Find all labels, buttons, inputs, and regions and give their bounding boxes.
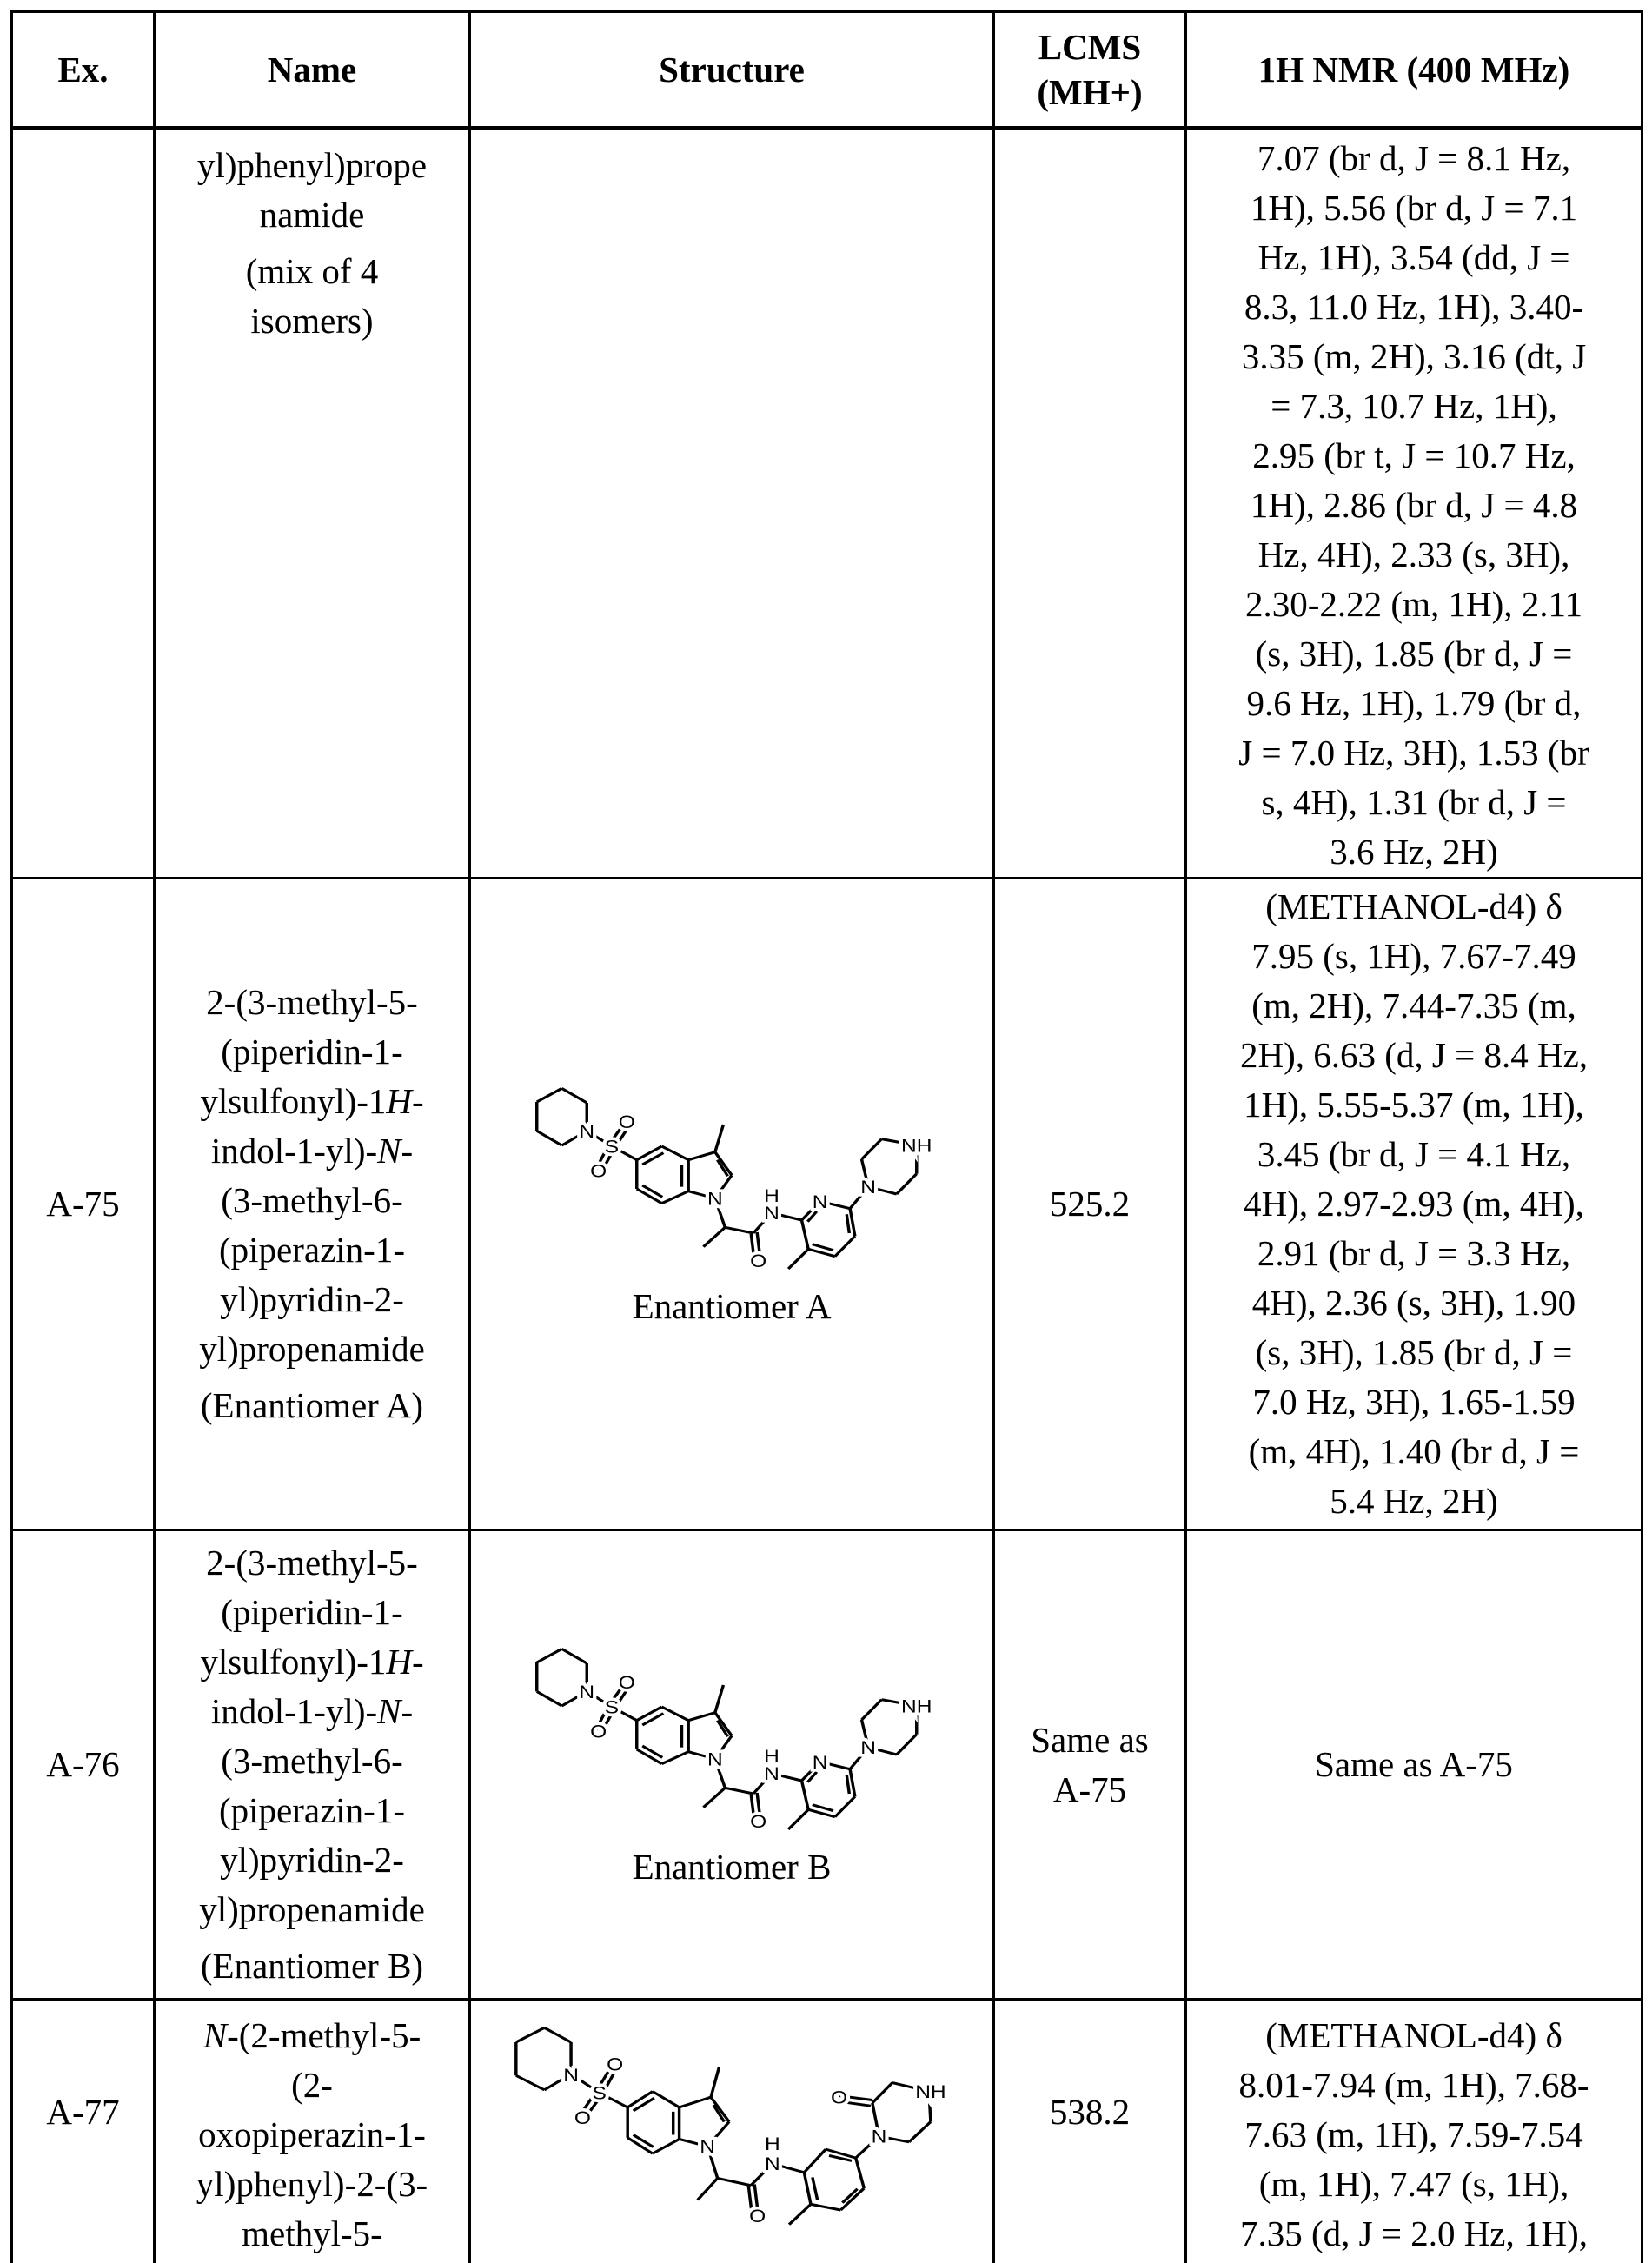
- bond-line: [872, 2083, 892, 2103]
- name-segment: namide: [260, 195, 365, 235]
- nmr-line: 2.30-2.22 (m, 1H), 2.11: [1192, 580, 1635, 629]
- nmr-line: 7.0 Hz, 3H), 1.65-1.59: [1192, 1377, 1635, 1427]
- name-segment: -: [401, 1691, 414, 1731]
- bond-line: [788, 1249, 808, 1269]
- bond-line: [897, 1173, 917, 1193]
- bond-line: [813, 2177, 818, 2200]
- atom-label: N: [579, 1681, 594, 1702]
- name-segment: (piperidin-1-: [221, 1032, 402, 1072]
- nmr-line: Same as A-75: [1192, 1740, 1635, 1789]
- name-segment: -: [412, 1642, 424, 1682]
- name-segment: yl)phenyl)prope: [197, 145, 427, 185]
- name-segment: -: [401, 1131, 414, 1171]
- bond-line: [634, 2134, 654, 2147]
- name-segment: (Enantiomer A): [201, 1385, 423, 1425]
- bond-line: [909, 2122, 931, 2142]
- bond-line: [711, 2097, 729, 2121]
- nmr-line: 2.95 (br t, J = 10.7 Hz,: [1192, 431, 1635, 481]
- cell-nmr: [1186, 129, 1642, 879]
- bond-line: [662, 1707, 689, 1721]
- nmr-line: 5.4 Hz, 2H): [1192, 1477, 1635, 1526]
- atom-label: O: [607, 2054, 623, 2074]
- atom-label: N: [563, 2065, 579, 2086]
- bond-line: [725, 1788, 753, 1794]
- cell-structure: [470, 1530, 994, 2000]
- name-line: [161, 1275, 463, 1324]
- name-segment: 2-(3-methyl-5-: [206, 982, 418, 1022]
- header-name: Name: [155, 12, 470, 129]
- nmr-line: 8.01-7.94 (m, 1H), 7.68-: [1192, 2061, 1635, 2110]
- cell-structure: [470, 129, 994, 879]
- nmr-line: (s, 3H), 1.85 (br d, J =: [1192, 1328, 1635, 1377]
- name-line: [161, 1324, 463, 1374]
- name-line: [161, 2209, 463, 2259]
- bond-line: [856, 2158, 865, 2188]
- atom-label: N: [860, 1176, 876, 1197]
- name-line: [161, 1835, 463, 1885]
- bond-line: [544, 2027, 571, 2042]
- atom-label: O: [590, 1160, 607, 1181]
- structure-caption: Enantiomer B: [633, 1845, 832, 1888]
- bond-line: [637, 1749, 662, 1764]
- name-line: [161, 1786, 463, 1835]
- bond-line: [627, 2092, 653, 2107]
- atom-label: H: [764, 1745, 780, 1766]
- nmr-line: 1H), 2.86 (br d, J = 4.8: [1192, 481, 1635, 530]
- atom-label: N: [813, 1751, 828, 1772]
- nmr-line: 8.3, 11.0 Hz, 1H), 3.40-: [1192, 282, 1635, 332]
- structure-drawing-enantiomer-b: [532, 1642, 932, 1833]
- table-row: [12, 1530, 1642, 2000]
- name-italic-segment: H: [386, 1081, 412, 1121]
- name-segment: (3-methyl-6-: [221, 1741, 402, 1781]
- name-segment: (2-: [291, 2065, 333, 2105]
- bond-line: [835, 1796, 855, 1816]
- nmr-line: 4H), 2.36 (s, 3H), 1.90: [1192, 1278, 1635, 1328]
- bond-line: [725, 1227, 753, 1233]
- bond-line: [862, 1699, 882, 1719]
- bond-line: [703, 1227, 725, 1246]
- name-segment: yl)propenamide: [199, 1889, 425, 1929]
- bond-line: [850, 1769, 855, 1796]
- nmr-line: (m, 2H), 7.44-7.35 (m,: [1192, 981, 1635, 1031]
- atom-label: N: [860, 1736, 876, 1757]
- bond-line: [688, 1151, 715, 1159]
- cell-lcms: [994, 1530, 1186, 2000]
- nmr-line: (METHANOL-d4) δ: [1192, 2011, 1635, 2061]
- lcms-line: Same as: [1000, 1716, 1179, 1765]
- bond-line: [537, 1649, 562, 1662]
- bond-line: [516, 2075, 545, 2090]
- name-italic-segment: N: [377, 1691, 401, 1731]
- atom-label: O: [750, 1250, 766, 1271]
- bond-line: [637, 1146, 662, 1160]
- name-line: [161, 1126, 463, 1176]
- bond-line: [637, 1707, 662, 1721]
- nmr-line: 7.95 (s, 1H), 7.67-7.49: [1192, 932, 1635, 981]
- bond-line: [804, 2149, 826, 2173]
- name-segment: 2-(3-methyl-5-: [206, 1543, 418, 1583]
- structure-caption: Enantiomer A: [633, 1284, 832, 1328]
- atom-label: S: [605, 1135, 619, 1156]
- bond-line: [537, 1131, 562, 1145]
- nmr-line: Hz, 1H), 3.54 (dd, J =: [1192, 233, 1635, 282]
- name-segment: (mix of 4: [246, 251, 379, 291]
- name-italic-segment: N: [203, 2015, 227, 2055]
- name-line: [161, 1637, 463, 1687]
- bond-line: [711, 2067, 720, 2097]
- cell-lcms: [994, 129, 1186, 879]
- cell-nmr: [1186, 879, 1642, 1530]
- lcms-line: A-75: [1000, 1765, 1179, 1815]
- nmr-line: 7.35 (d, J = 2.0 Hz, 1H),: [1192, 2209, 1635, 2259]
- bond-line: [802, 1220, 809, 1249]
- name-line: [161, 1588, 463, 1637]
- bond-line: [715, 1125, 724, 1152]
- atom-label: H: [765, 2133, 780, 2154]
- atom-label: N: [579, 1120, 594, 1141]
- name-segment: methyl-5-: [242, 2213, 382, 2253]
- name-line: [161, 1885, 463, 1934]
- name-segment: -(2-methyl-5-: [227, 2015, 421, 2055]
- header-lcms-line: (MH+): [1000, 70, 1179, 115]
- name-italic-segment: H: [386, 1642, 412, 1682]
- table-row: [12, 129, 1642, 879]
- cell-structure: [470, 2000, 994, 2263]
- nmr-line: 7.63 (m, 1H), 7.59-7.54: [1192, 2110, 1635, 2160]
- nmr-line: 2H), 6.63 (d, J = 8.4 Hz,: [1192, 1031, 1635, 1080]
- name-segment: (piperazin-1-: [219, 1790, 405, 1830]
- bond-line: [788, 1809, 808, 1829]
- atom-label: S: [605, 1696, 619, 1716]
- atom-label: N: [707, 1187, 723, 1208]
- name-line: [161, 296, 463, 346]
- nmr-line: = 7.3, 10.7 Hz, 1H),: [1192, 382, 1635, 431]
- name-line: [161, 190, 463, 240]
- bond-line: [718, 2178, 751, 2185]
- atom-label: O: [590, 1721, 607, 1742]
- lcms-line: 538.2: [1000, 2087, 1179, 2137]
- atom-label: O: [831, 2087, 847, 2107]
- structure-drawing-a77: [513, 2025, 949, 2227]
- name-segment: ylsulfonyl)-1: [200, 1642, 386, 1682]
- structure-drawing-enantiomer-a: [532, 1081, 932, 1272]
- atom-label: N: [700, 2136, 715, 2157]
- nmr-line: (s, 3H), 1.85 (br d, J =: [1192, 629, 1635, 679]
- atom-label: O: [750, 1810, 766, 1831]
- name-segment: (Enantiomer B): [201, 1946, 423, 1986]
- bond-line: [789, 2204, 811, 2224]
- name-line: [161, 1736, 463, 1786]
- cell-ex: A-77: [12, 2000, 155, 2263]
- atom-label: H: [764, 1185, 780, 1205]
- name-line: [161, 1687, 463, 1736]
- nmr-line: 4H), 2.97-2.93 (m, 4H),: [1192, 1179, 1635, 1229]
- bond-line: [840, 2188, 864, 2210]
- name-segment: (piperazin-1-: [219, 1230, 405, 1270]
- bond-line: [811, 2204, 840, 2210]
- cell-lcms: [994, 879, 1186, 1530]
- cell-name: [155, 1530, 470, 2000]
- name-segment: yl)pyridin-2-: [220, 1840, 404, 1880]
- nmr-line: (m, 1H), 7.47 (s, 1H),: [1192, 2160, 1635, 2209]
- header-ex: Ex.: [12, 12, 155, 129]
- name-line: [161, 141, 463, 190]
- bond-line: [703, 1788, 725, 1807]
- header-structure: Structure: [470, 12, 994, 129]
- bond-line: [662, 1146, 689, 1160]
- bond-line: [813, 1244, 833, 1250]
- cell-name: [155, 879, 470, 1530]
- atom-label: NH: [901, 1695, 932, 1716]
- nmr-line: 3.45 (br d, J = 4.1 Hz,: [1192, 1130, 1635, 1179]
- bond-line: [802, 1781, 809, 1809]
- bond-line: [846, 1214, 849, 1233]
- bond-line: [804, 2173, 811, 2205]
- atom-label: N: [765, 2154, 780, 2174]
- header-nmr: 1H NMR (400 MHz): [1186, 12, 1642, 129]
- name-segment: oxopiperazin-1-: [198, 2114, 426, 2154]
- name-line: [161, 247, 463, 296]
- name-segment: indol-1-yl)-: [211, 1691, 377, 1731]
- bond-line: [846, 1775, 849, 1794]
- bond-line: [850, 1208, 855, 1236]
- name-segment: ylsulfonyl)-1: [200, 1081, 386, 1121]
- bond-line: [537, 1691, 562, 1706]
- atom-label: NH: [915, 2081, 945, 2102]
- atom-label: S: [592, 2082, 606, 2103]
- nmr-line: 9.6 Hz, 1H), 1.79 (br d,: [1192, 679, 1635, 728]
- table-row: [12, 2000, 1642, 2263]
- name-line: [161, 1225, 463, 1275]
- nmr-line: 3.35 (m, 2H), 3.16 (dt, J: [1192, 332, 1635, 382]
- cell-structure: [470, 879, 994, 1530]
- name-italic-segment: N: [377, 1131, 401, 1171]
- name-line: [161, 1176, 463, 1225]
- header-row: [12, 12, 1642, 129]
- name-segment: yl)phenyl)-2-(3-: [196, 2164, 428, 2204]
- name-segment: indol-1-yl)-: [211, 1131, 377, 1171]
- structure-block: [471, 1081, 992, 1328]
- bond-line: [715, 1685, 724, 1713]
- compound-data-table-page: [0, 0, 1652, 2263]
- cell-nmr: [1186, 2000, 1642, 2263]
- name-segment: -: [412, 1081, 424, 1121]
- name-segment: yl)propenamide: [199, 1329, 425, 1369]
- bond-line: [516, 2027, 545, 2042]
- compound-table: [10, 10, 1643, 2263]
- atom-label: N: [764, 1202, 780, 1223]
- lcms-line: 525.2: [1000, 1179, 1179, 1229]
- bond-line: [653, 2139, 680, 2154]
- cell-ex: A-75: [12, 879, 155, 1530]
- name-segment: (3-methyl-6-: [221, 1180, 402, 1220]
- nmr-line: J = 7.0 Hz, 3H), 1.53 (br: [1192, 728, 1635, 778]
- nmr-line: (m, 4H), 1.40 (br d, J =: [1192, 1427, 1635, 1477]
- name-line: [161, 1077, 463, 1126]
- bond-line: [634, 2098, 654, 2111]
- name-line: [161, 2110, 463, 2160]
- name-segment: yl)pyridin-2-: [220, 1279, 404, 1319]
- name-line: [161, 2011, 463, 2061]
- structure-block: [471, 1642, 992, 1888]
- bond-line: [662, 1191, 689, 1203]
- bond-line: [897, 1734, 917, 1754]
- atom-label: O: [749, 2206, 766, 2226]
- bond-line: [662, 1751, 689, 1763]
- atom-label: O: [619, 1671, 635, 1692]
- cell-ex: A-76: [12, 1530, 155, 2000]
- atom-label: NH: [901, 1134, 932, 1155]
- cell-nmr: [1186, 1530, 1642, 2000]
- bond-line: [562, 1088, 587, 1103]
- atom-label: N: [707, 1748, 723, 1769]
- cell-name: [155, 2000, 470, 2263]
- bond-line: [562, 1649, 587, 1663]
- name-line: [161, 1941, 463, 1991]
- header-lcms-line: LCMS: [1000, 24, 1179, 70]
- atom-label: N: [764, 1762, 780, 1783]
- nmr-line: (METHANOL-d4) δ: [1192, 882, 1635, 932]
- nmr-line: 1H), 5.56 (br d, J = 7.1: [1192, 183, 1635, 233]
- atom-label: N: [813, 1191, 828, 1211]
- bond-line: [835, 1236, 855, 1256]
- nmr-line: 2.91 (br d, J = 3.3 Hz,: [1192, 1229, 1635, 1278]
- name-line: [161, 1538, 463, 1588]
- nmr-line: s, 4H), 1.31 (br d, J =: [1192, 778, 1635, 827]
- name-segment: (piperidin-1-: [221, 1592, 402, 1632]
- header-lcms: [994, 12, 1186, 129]
- bond-line: [637, 1189, 662, 1204]
- cell-lcms: [994, 2000, 1186, 2263]
- bond-line: [537, 1088, 562, 1102]
- bond-line: [680, 2097, 711, 2107]
- name-line: [161, 978, 463, 1027]
- bond-line: [688, 1712, 715, 1720]
- nmr-line: 3.6 Hz, 2H): [1192, 827, 1635, 877]
- name-line: [161, 2160, 463, 2209]
- table-row: [12, 879, 1642, 1530]
- bond-line: [862, 1138, 882, 1158]
- bond-line: [813, 1804, 833, 1810]
- nmr-line: 7.07 (br d, J = 8.1 Hz,: [1192, 134, 1635, 183]
- name-segment: isomers): [250, 301, 373, 341]
- atom-label: N: [872, 2126, 887, 2147]
- atom-label: O: [574, 2107, 591, 2127]
- cell-ex: [12, 129, 155, 879]
- bond-line: [698, 2178, 718, 2200]
- name-line: [161, 1027, 463, 1077]
- nmr-line: Hz, 4H), 2.33 (s, 3H),: [1192, 530, 1635, 580]
- name-line: [161, 2061, 463, 2110]
- cell-name: [155, 129, 470, 879]
- nmr-line: 1H), 5.55-5.37 (m, 1H),: [1192, 1080, 1635, 1130]
- name-line: [161, 1381, 463, 1430]
- bond-line: [653, 2092, 680, 2107]
- atom-label: O: [619, 1111, 635, 1132]
